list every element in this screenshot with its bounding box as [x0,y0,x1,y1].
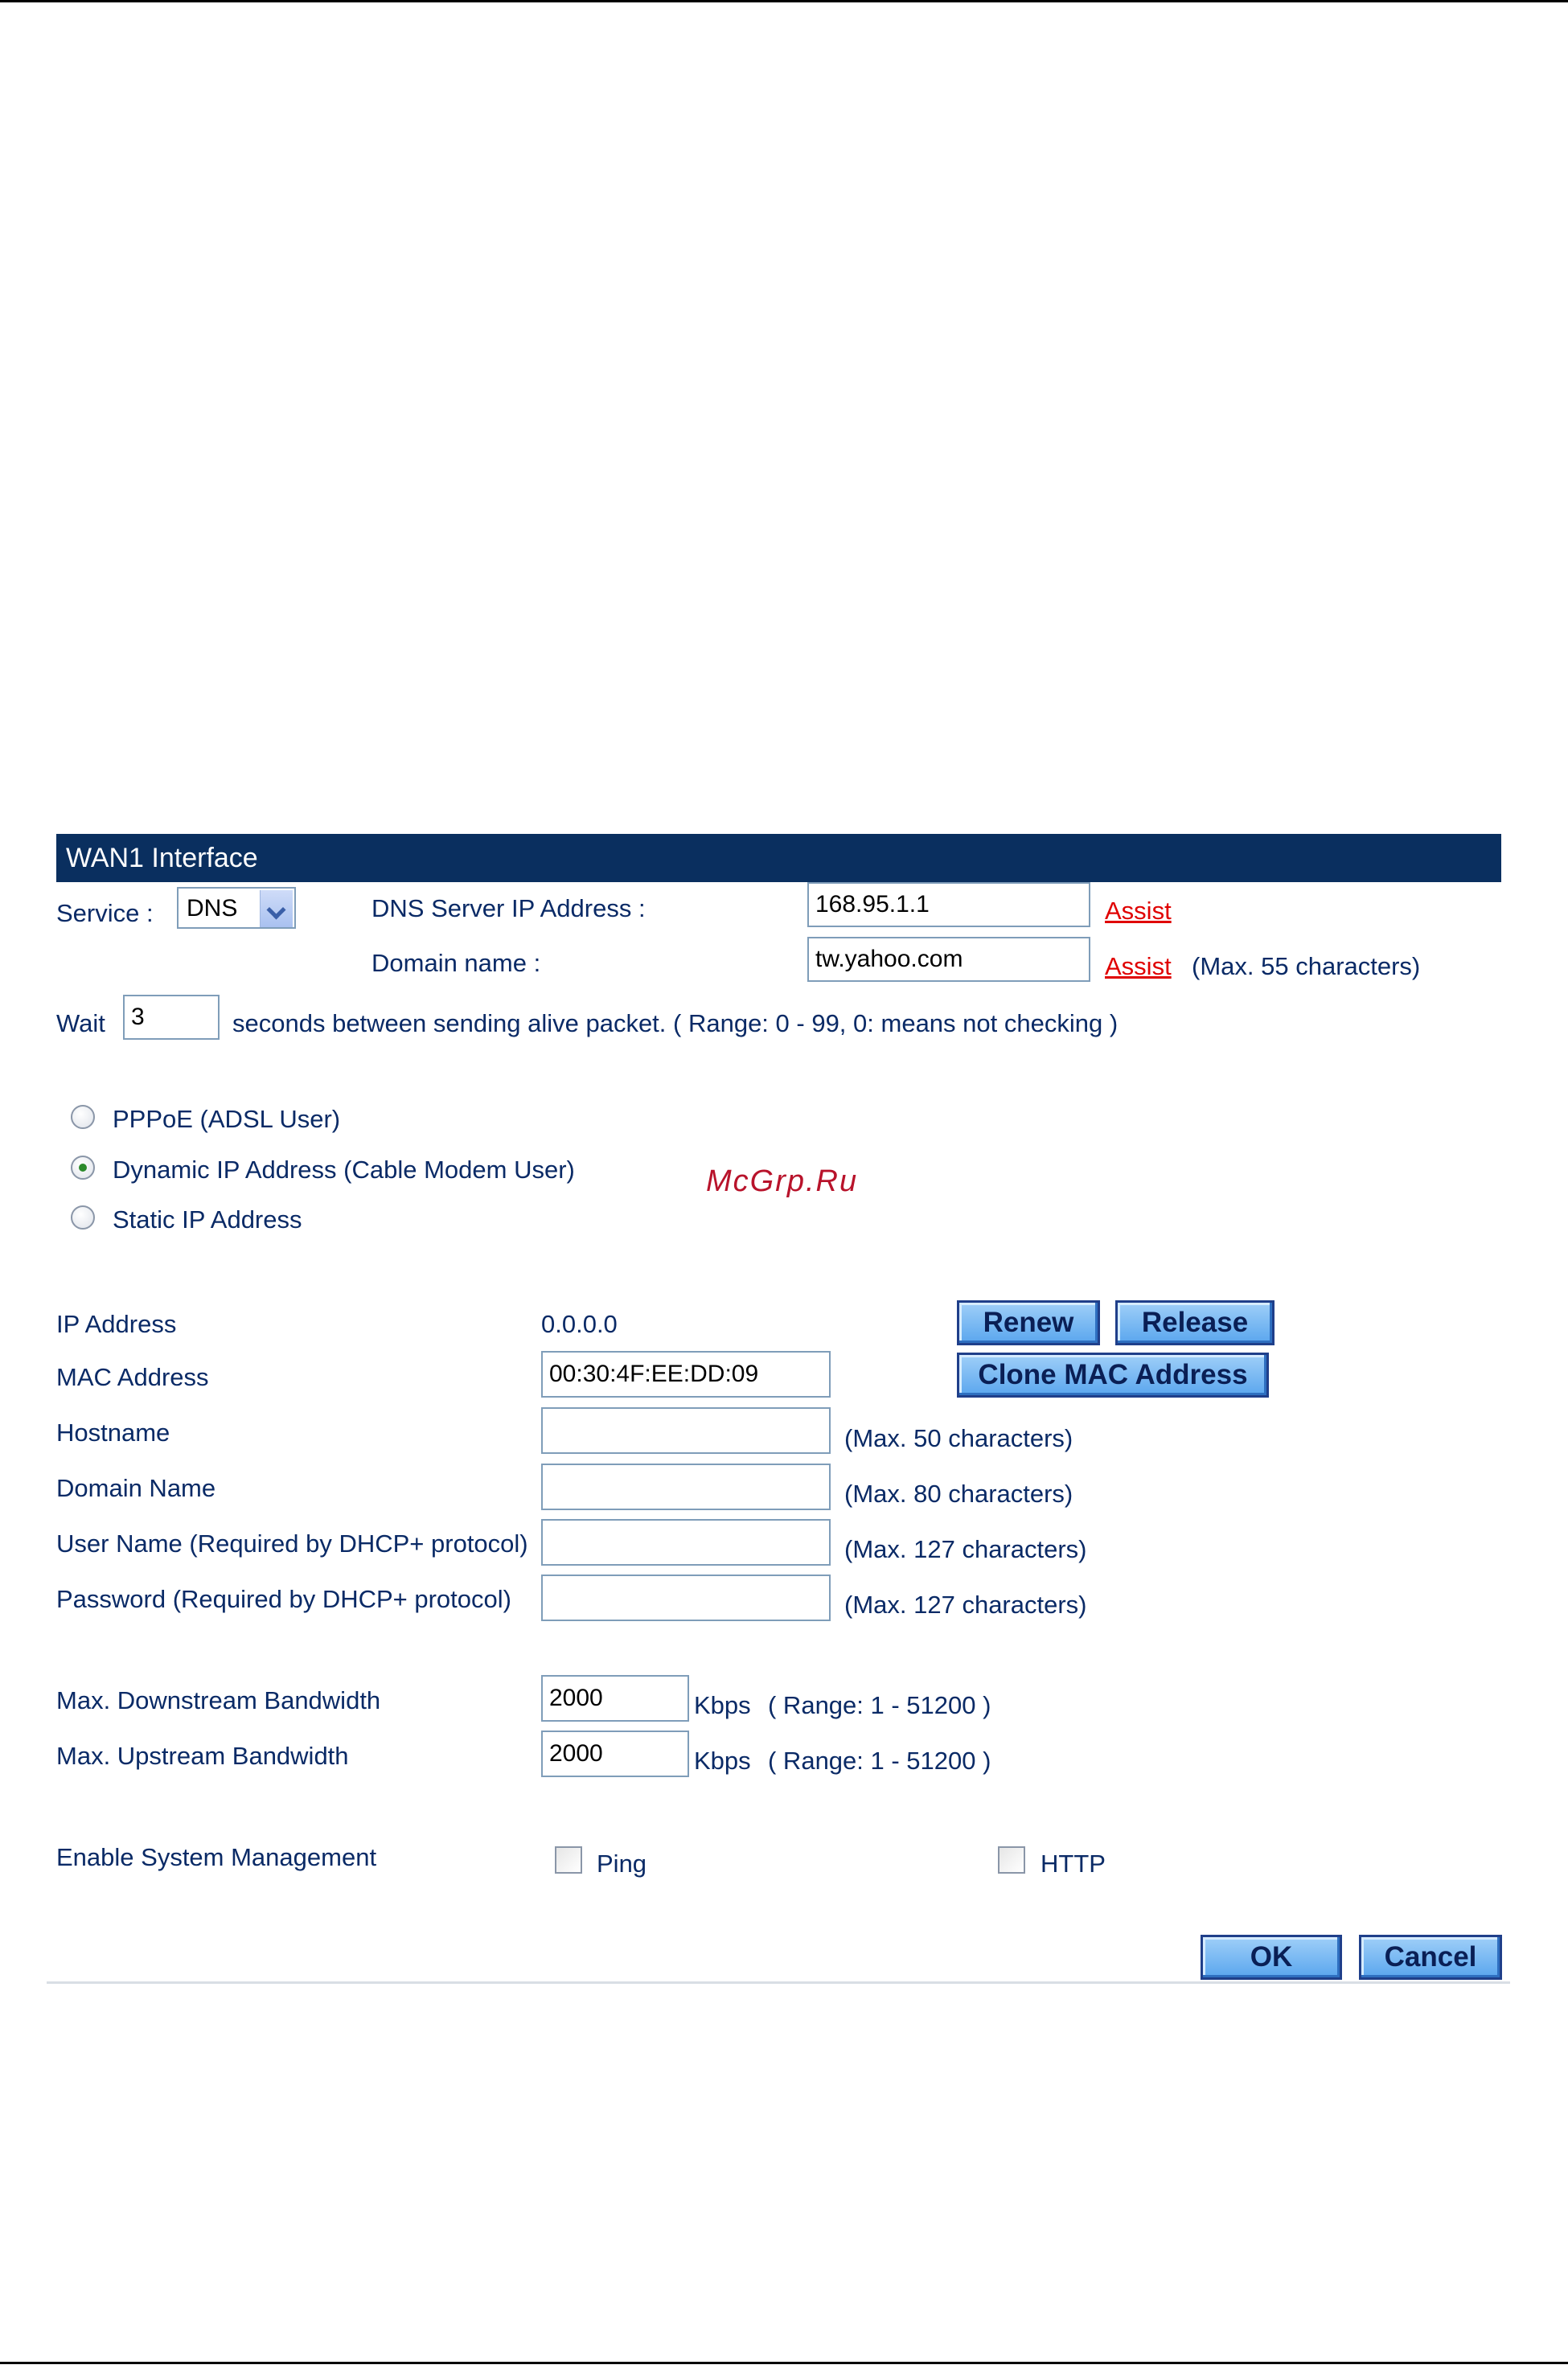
panel-title: WAN1 Interface [56,834,1501,882]
upstream-range: ( Range: 1 - 51200 ) [768,1747,991,1775]
ping-checkbox[interactable] [555,1846,582,1874]
radio-static-ip[interactable] [71,1205,95,1230]
dns-assist-link[interactable]: Assist [1105,897,1172,925]
pppoe-label: PPPoE (ADSL User) [113,1105,341,1133]
mac-address-label: MAC Address [56,1363,209,1391]
http-checkbox[interactable] [998,1846,1025,1874]
ip-address-value: 0.0.0.0 [541,1310,618,1338]
user-name-label: User Name (Required by DHCP+ protocol) [56,1529,528,1558]
downstream-label: Max. Downstream Bandwidth [56,1686,381,1714]
ok-button[interactable]: OK [1201,1935,1342,1980]
service-select-value: DNS [187,895,238,922]
wait-suffix: seconds between sending alive packet. ( Range: 0 - 99, 0: means not checking ) [232,1009,1119,1037]
release-button[interactable]: Release [1115,1300,1275,1345]
http-label: HTTP [1041,1850,1106,1878]
chevron-down-icon[interactable] [260,890,293,927]
user-name-note: (Max. 127 characters) [844,1535,1087,1563]
domain-name-note: (Max. 80 characters) [844,1480,1073,1508]
domain-assist-link[interactable]: Assist [1105,952,1172,980]
domain-max-note: (Max. 55 characters) [1192,952,1421,980]
bottom-rule [0,2362,1568,2364]
dynamic-ip-label: Dynamic IP Address (Cable Modem User) [113,1156,575,1184]
top-rule [0,0,1568,2]
hostname-note: (Max. 50 characters) [844,1424,1073,1452]
dns-server-input[interactable] [807,882,1090,927]
service-label: Service : [56,899,154,927]
domain-label: Domain name : [371,949,541,977]
system-management-label: Enable System Management [56,1843,377,1871]
domain-name-label: Domain Name [56,1474,216,1502]
panel-bottom-divider [47,1981,1510,1984]
mac-address-input[interactable] [541,1351,831,1398]
hostname-label: Hostname [56,1419,170,1447]
downstream-range: ( Range: 1 - 51200 ) [768,1691,991,1719]
ping-label: Ping [597,1850,647,1878]
cancel-button[interactable]: Cancel [1359,1935,1502,1980]
static-ip-label: Static IP Address [113,1205,302,1234]
ip-address-label: IP Address [56,1310,177,1338]
password-label: Password (Required by DHCP+ protocol) [56,1585,511,1613]
upstream-input[interactable] [541,1731,689,1777]
watermark: McGrp.Ru [706,1164,859,1198]
downstream-input[interactable] [541,1675,689,1722]
upstream-unit: Kbps [694,1747,751,1775]
radio-pppoe[interactable] [71,1105,95,1129]
password-note: (Max. 127 characters) [844,1591,1087,1619]
clone-mac-button[interactable]: Clone MAC Address [957,1353,1269,1398]
renew-button[interactable]: Renew [957,1300,1100,1345]
wait-input[interactable] [123,995,220,1040]
user-name-input[interactable] [541,1519,831,1566]
wait-label: Wait [56,1009,105,1037]
dns-server-label: DNS Server IP Address : [371,894,646,922]
downstream-unit: Kbps [694,1691,751,1719]
domain-name-input[interactable] [541,1464,831,1510]
hostname-input[interactable] [541,1407,831,1454]
radio-dynamic-ip[interactable] [71,1156,95,1180]
domain-input[interactable] [807,937,1090,982]
upstream-label: Max. Upstream Bandwidth [56,1742,349,1770]
service-select[interactable] [177,887,296,929]
password-input[interactable] [541,1575,831,1621]
